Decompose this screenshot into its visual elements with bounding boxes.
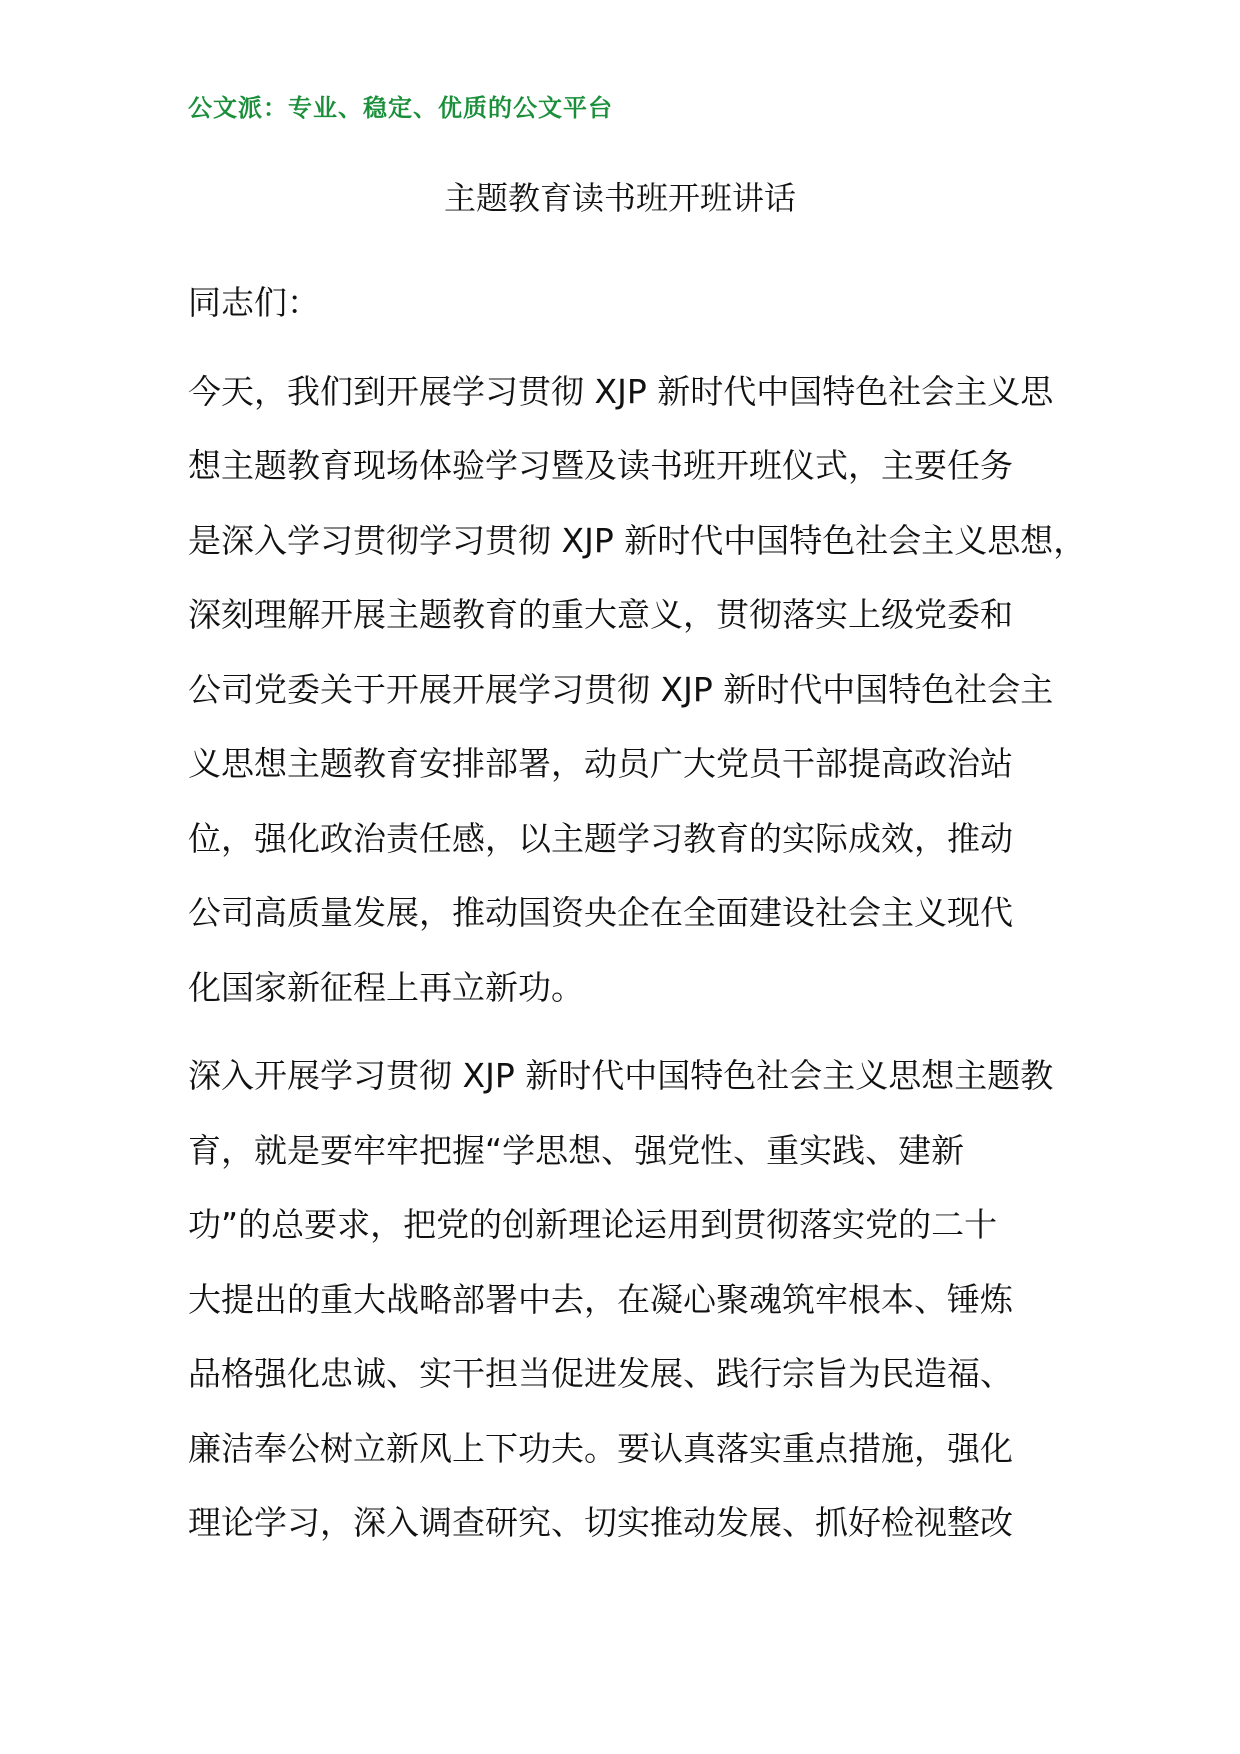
paragraph-line: 义思想主题教育安排部署，动员广大党员干部提高政治站 <box>188 744 1013 783</box>
salutation: 同志们： <box>188 283 320 322</box>
paragraph-line: 想主题教育现场体验学习暨及读书班开班仪式，主要任务 <box>188 446 1013 485</box>
paragraph-line: 化国家新征程上再立新功。 <box>188 967 584 1007</box>
paragraph-line: 今天，我们到开展学习贯彻 XJP 新时代中国特色社会主义思 <box>188 371 1054 411</box>
paragraph-2 <box>188 1039 1088 1561</box>
paragraph-line: 公司高质量发展，推动国资央企在全面建设社会主义现代 <box>188 893 1013 932</box>
paragraph-line: 功”的总要求，把党的创新理论运用到贯彻落实党的二十 <box>188 1205 998 1244</box>
paragraph-line: 品格强化忠诚、实干担当促进发展、践行宗旨为民造福、 <box>188 1354 1013 1393</box>
paragraph-line: 深入开展学习贯彻 XJP 新时代中国特色社会主义思想主题教 <box>188 1056 1054 1095</box>
paragraph-line: 理论学习，深入调查研究、切实推动发展、抓好检视整改 <box>188 1503 1013 1542</box>
paragraph-line: 大提出的重大战略部署中去，在凝心聚魂筑牢根本、锤炼 <box>188 1279 1013 1319</box>
paragraph-line: 位，强化政治责任感，以主题学习教育的实际成效，推动 <box>188 818 1013 858</box>
paragraph-line: 深刻理解开展主题教育的重大意义，贯彻落实上级党委和 <box>188 595 1013 634</box>
paragraph-line: 是深入学习贯彻学习贯彻 XJP 新时代中国特色社会主义思想， <box>188 520 1087 560</box>
paragraph-line: 廉洁奉公树立新风上下功夫。要认真落实重点措施，强化 <box>188 1428 1013 1468</box>
paragraph-line: 育，就是要牢牢把握“学思想、强党性、重实践、建新 <box>188 1130 965 1170</box>
header-brand: 公文派：专业、稳定、优质的公文平台 <box>188 94 613 122</box>
paragraph-1 <box>188 355 1088 1026</box>
document-body <box>188 266 1088 1561</box>
document-title: 主题教育读书班开班讲话 <box>443 179 796 217</box>
paragraph-line: 公司党委关于开展开展学习贯彻 XJP 新时代中国特色社会主 <box>188 669 1054 709</box>
